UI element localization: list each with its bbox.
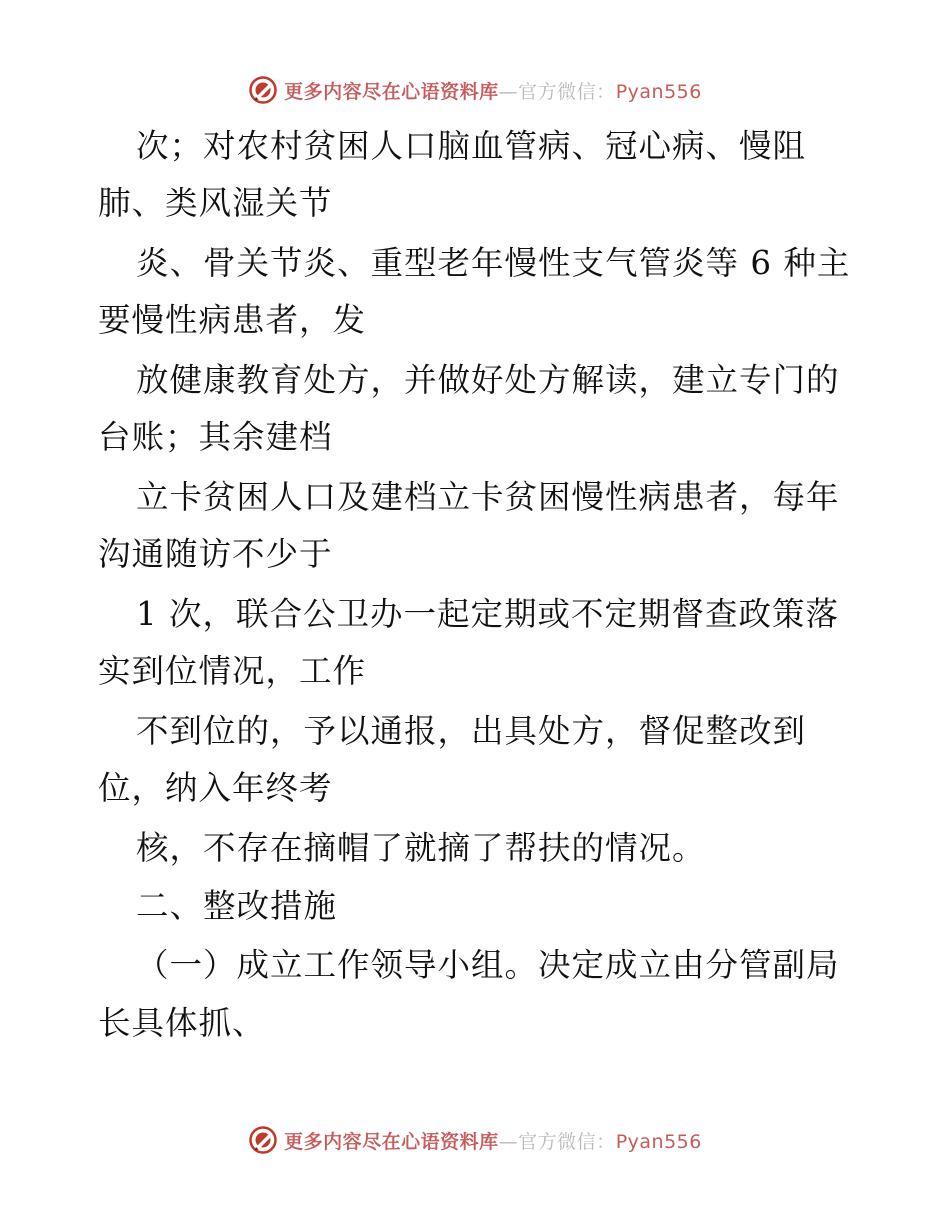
text-line: 核，不存在摘帽了就摘了帮扶的情况。: [136, 829, 706, 867]
text-line: 位，纳入年终考: [98, 769, 333, 807]
text-line: 实到位情况，工作: [98, 652, 367, 690]
text-line: （一）成立工作领导小组。决定成立由分管副局: [136, 946, 840, 984]
watermark-text: 更多内容尽在心语资料库—官方微信：Pyan556: [284, 1130, 702, 1153]
text-line: 长具体抓、: [98, 1004, 266, 1042]
text-line: 肺、类风湿关节: [98, 184, 333, 222]
pen-logo-icon: [248, 1125, 278, 1155]
text-line: 不到位的，予以通报，出具处方，督促整改到: [136, 712, 807, 750]
pen-logo-icon: [248, 75, 278, 105]
text-line: 放健康教育处方，并做好处方解读，建立专门的: [136, 361, 840, 399]
text-line: 沟通随访不少于: [98, 535, 333, 573]
text-line: 1 次，联合公卫办一起定期或不定期督查政策落: [136, 595, 840, 633]
text-line: 台账；其余建档: [98, 418, 333, 456]
text-line: 炎、骨关节炎、重型老年慢性支气管炎等 6 种主: [136, 244, 851, 282]
section-heading: 二、整改措施: [136, 887, 338, 925]
text-line: 立卡贫困人口及建档立卡贫困慢性病患者，每年: [136, 478, 840, 516]
header-watermark: [0, 70, 950, 110]
text-line: 次；对农村贫困人口脑血管病、冠心病、慢阻: [136, 127, 807, 165]
footer-watermark: [0, 1120, 950, 1160]
watermark-text: 更多内容尽在心语资料库—官方微信：Pyan556: [284, 80, 702, 103]
text-line: 要慢性病患者，发: [98, 301, 367, 339]
